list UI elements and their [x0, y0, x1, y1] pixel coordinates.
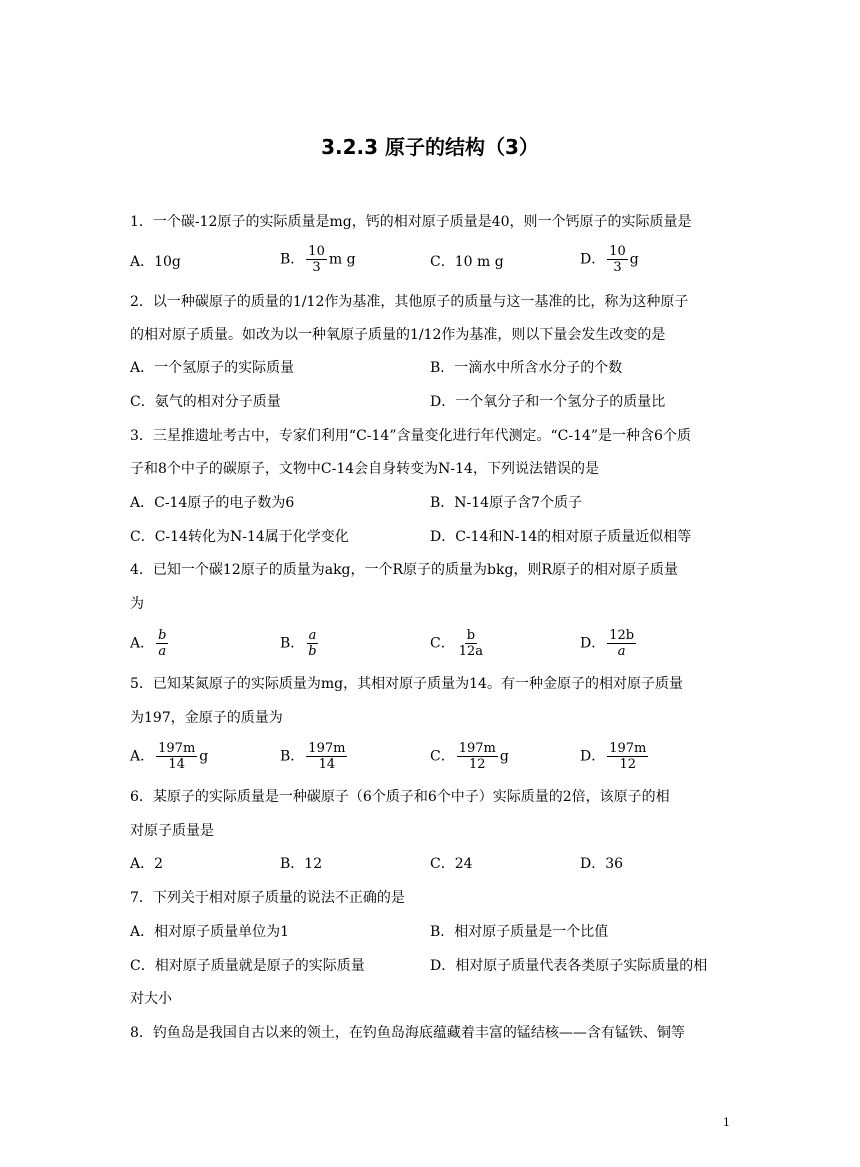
- fraction: $\frac{12b}{a}$: [609, 628, 635, 659]
- q7-option-c: C．相对原子质量就是原子的实际质量: [130, 958, 365, 974]
- fraction: $\frac{a}{b}$: [308, 628, 317, 659]
- q4-option-d: D． $\frac{12b}{a}$: [580, 628, 635, 659]
- q1-option-a: A．10g: [130, 254, 181, 270]
- q1-option-d: D． $\frac{10}{3}$ g: [580, 244, 639, 275]
- q3-option-d: D．C-14和N-14的相对原子质量近似相等: [430, 529, 692, 545]
- page-number: 1: [723, 1116, 730, 1129]
- fraction: $\frac{b}{12a}$: [458, 628, 484, 659]
- page-title: 3.2.3 原子的结构（3）: [321, 135, 539, 159]
- question-4-stem-line2: 为: [130, 596, 144, 612]
- q3-option-c: C．C-14转化为N-14属于化学变化: [130, 529, 349, 545]
- question-4-stem-line1: 4．已知一个碳12原子的质量为akg，一个R原子的质量为bkg，则R原子的相对原子质量: [130, 562, 679, 578]
- q1-option-b: B． $\frac{10}{3}$ m g: [280, 244, 356, 275]
- q5-option-a: A． $\frac{197m}{14}$ g: [130, 741, 209, 772]
- q5-option-d: D． $\frac{197m}{12}$: [580, 741, 647, 772]
- q3-option-a: A．C-14原子的电子数为6: [130, 495, 295, 511]
- q5-option-b: B． $\frac{197m}{14}$: [280, 741, 346, 772]
- q6-option-b: B．12: [280, 856, 323, 872]
- q4-option-a: A． $\frac{b}{a}$: [130, 628, 167, 659]
- fraction: $\frac{197m}{12}$: [458, 741, 496, 772]
- question-5-stem-line1: 5．已知某氮原子的实际质量为mg，其相对原子质量为14。有一种金原子的相对原子质量: [130, 676, 683, 692]
- question-2-stem-line1: 2．以一种碳原子的质量的1/12作为基准，其他原子的质量与这一基准的比，称为这种原子: [130, 294, 689, 310]
- question-5-stem-line2: 为197，金原子的质量为: [130, 710, 283, 726]
- question-2-stem-line2: 的相对原子质量。如改为以一种氧原子质量的1/12作为基准，则以下量会发生改变的是: [130, 327, 666, 343]
- fraction: $\frac{10}{3}$: [308, 244, 325, 275]
- question-3-stem-line2: 子和8个中子的碳原子，文物中C-14会自身转变为N-14，下列说法错误的是: [130, 461, 599, 477]
- q6-option-c: C．24: [430, 856, 473, 872]
- q7-option-d-continuation: 对大小: [130, 991, 172, 1007]
- q7-option-a: A．相对原子质量单位为1: [130, 924, 290, 940]
- q2-option-d: D．一个氧分子和一个氢分子的质量比: [430, 394, 666, 410]
- question-6-stem-line1: 6．某原子的实际质量是一种碳原子（6个质子和6个中子）实际质量的2倍，该原子的相: [130, 789, 670, 805]
- q6-option-a: A．2: [130, 856, 164, 872]
- q2-option-a: A．一个氢原子的实际质量: [130, 360, 295, 376]
- fraction: $\frac{10}{3}$: [609, 244, 626, 275]
- fraction: $\frac{197m}{12}$: [609, 741, 647, 772]
- q3-option-b: B．N-14原子含7个质子: [430, 495, 582, 511]
- fraction: $\frac{197m}{14}$: [308, 741, 346, 772]
- question-8-stem: 8．钓鱼岛是我国自古以来的领土，在钓鱼岛海底蕴藏着丰富的锰结核——含有锰铁、铜等: [130, 1025, 685, 1041]
- q4-option-b: B． $\frac{a}{b}$: [280, 628, 317, 659]
- question-3-stem-line1: 3．三星推遗址考古中，专家们利用“C-14”含量变化进行年代测定。“C-14”是一种含6个质: [130, 428, 691, 444]
- question-7-stem: 7．下列关于相对原子质量的说法不正确的是: [130, 890, 405, 906]
- q2-option-c: C．氨气的相对分子质量: [130, 394, 281, 410]
- question-6-stem-line2: 对原子质量是: [130, 823, 214, 839]
- fraction: $\frac{b}{a}$: [158, 628, 167, 659]
- q6-option-d: D．36: [580, 856, 624, 872]
- question-1-stem: 1．一个碳-12原子的实际质量是mg，钙的相对原子质量是40，则一个钙原子的实际质量是: [130, 214, 692, 230]
- q7-option-d: D．相对原子质量代表各类原子实际质量的相: [430, 958, 708, 974]
- q4-option-c: C． $\frac{b}{12a}$: [430, 628, 484, 659]
- q7-option-b: B．相对原子质量是一个比值: [430, 924, 609, 940]
- q5-option-c: C． $\frac{197m}{12}$ g: [430, 741, 509, 772]
- q1-option-c: C．10 m g: [430, 254, 504, 270]
- q2-option-b: B．一滴水中所含水分子的个数: [430, 360, 623, 376]
- fraction: $\frac{197m}{14}$: [158, 741, 196, 772]
